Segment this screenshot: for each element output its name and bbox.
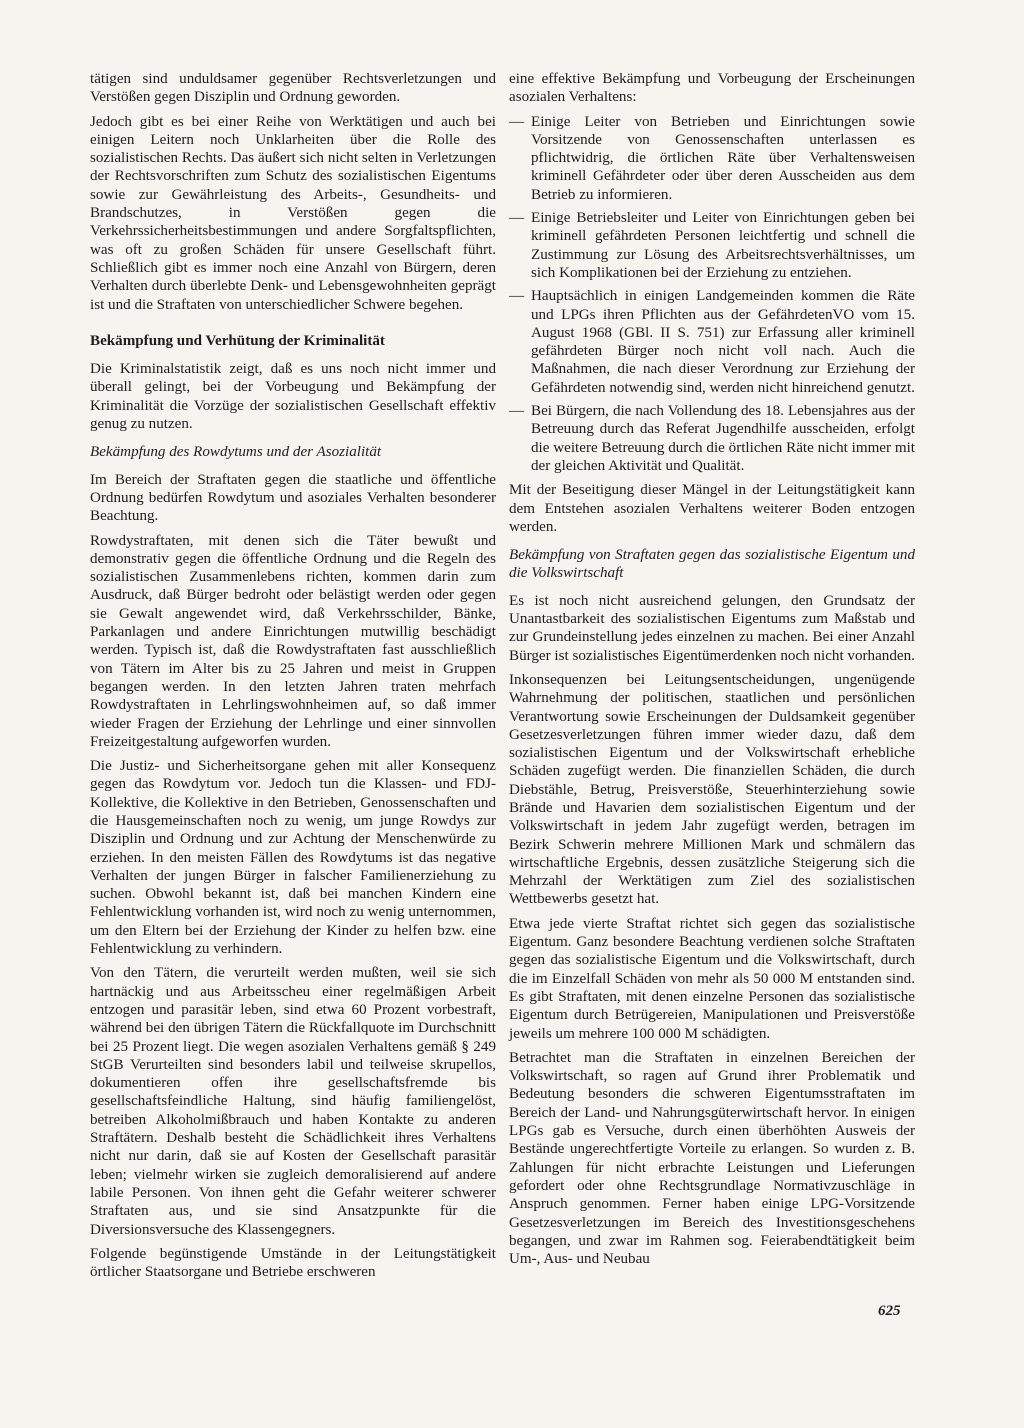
list-item: — Einige Leiter von Betrieben und Einrichtungen sowie Vorsitzende von Genossenschaften unterlassen es pflichtwidrig, die örtlichen Räte über Verhaltensweisen kriminell Gefährdeter oder über deren Ausscheiden aus dem Betrieb zu informieren. bbox=[509, 113, 915, 204]
list-item: — Einige Betriebsleiter und Leiter von Einrichtungen geben bei kriminell gefährdeten Personen leichtfertig und schnell die Zustimmung zur Lösung des Arbeitsrechtsverhältnisses, um sich Komplikationen bei der Erziehung zu entziehen. bbox=[509, 209, 915, 282]
paragraph: Inkonsequenzen bei Leitungsentscheidungen, ungenügende Wahrnehmung der politischen, staatlichen und persönlichen Verantwortung sowie Erscheinungen der Duldsamkeit gegenüber Gesetzesverletzungen führen immer wieder dazu, daß dem sozialistischen Eigentum und der Volkswirtschaft erhebliche Schäden zugefügt werden. Die finanziellen Schäden, die durch Diebstähle, Betrug, Preisverstöße, Steuerhinterziehung sowie Brände und Havarien dem sozialistischen Eigentum und der Volkswirtschaft in jedem Jahr zugefügt werden, betragen im Bezirk Schwerin mehrere Millionen Mark und schmälern das wirtschaftliche Ergebnis, dessen zusätzliche Steigerung sich die Mehrzahl der Werktätigen zum Ziel des sozialistischen Wettbewerbs gesetzt hat. bbox=[509, 671, 915, 908]
page-number: 625 bbox=[878, 1303, 901, 1319]
paragraph: Folgende begünstigende Umstände in der Leitungstätigkeit örtlicher Staatsorgane und Betriebe erschweren bbox=[90, 1245, 496, 1281]
paragraph: Jedoch gibt es bei einer Reihe von Werktätigen und auch bei einigen Leitern noch Unklarheiten über die Rolle des sozialistischen Rechts. Das äußert sich nicht selten in Verletzungen der Rechtsvorschriften zum Schutz des sozialistischen Eigentums sowie zur Gewährleistung des Arbeits-, Gesundheits- und Brandschutzes, in Verstößen gegen die Verkehrssicherheitsbestimmungen und andere Sorgfaltspflichten, was oft zu großen Schäden für unsere Gesellschaft führt. Schließlich gibt es immer noch eine Anzahl von Bürgern, deren Verhalten durch überlebte Denk- und Lebensgewohnheiten geprägt ist und die Straftaten von unterschiedlicher Schwere begehen. bbox=[90, 113, 496, 313]
list-item: — Bei Bürgern, die nach Vollendung des 18. Lebensjahres aus der Betreuung durch das Referat Jugendhilfe ausscheiden, erfolgt die weitere Betreuung durch die örtlichen Räte nicht immer mit der gleichen Aktivität und Qualität. bbox=[509, 402, 915, 475]
paragraph: tätigen sind unduldsamer gegenüber Rechtsverletzungen und Verstößen gegen Disziplin und Ordnung geworden. bbox=[90, 71, 496, 106]
subsection-heading: Bekämpfung des Rowdytums und der Asozialität bbox=[90, 444, 382, 461]
paragraph: Im Bereich der Straftaten gegen die staatliche und öffentliche Ordnung bedürfen Rowdytum und asoziales Verhalten besonderer Beachtung. bbox=[90, 471, 496, 525]
paragraph: Rowdystraftaten, mit denen sich die Täter bewußt und demonstrativ gegen die öffentliche Ordnung und die Regeln des sozialistischen Zusammenlebens richten, kommen darin zum Ausdruck, daß Bürger bedroht oder belästigt werden oder gegen sie Gewalt angewendet wird, daß Verkehrsschilder, Bänke, Parkanlagen und andere Einrichtungen mutwillig beschädigt werden. Typisch ist, daß die Rowdystraftaten fast ausschließlich von Tätern im Alter bis zu 25 Jahren und meist in Gruppen begangen werden. In den letzten Jahren traten mehrfach Rowdystraftaten in Lehrlingswohnheimen auf, so daß immer wieder Fragen der Erziehung der Lehrlinge und einer sinnvollen Freizeitgestaltung aufgeworfen wurden. bbox=[90, 532, 496, 750]
left-column bbox=[90, 70, 496, 1287]
paragraph: Die Kriminalstatistik zeigt, daß es uns noch nicht immer und überall gelingt, bei der Vorbeugung und Bekämpfung der Kriminalität die Vorzüge der sozialistischen Gesellschaft effektiv genug zu nutzen. bbox=[90, 361, 496, 433]
paragraph: eine effektive Bekämpfung und Vorbeugung der Erscheinungen asozialen Verhaltens: bbox=[509, 71, 915, 106]
paragraph: Die Justiz- und Sicherheitsorgane gehen mit aller Konsequenz gegen das Rowdytum vor. Jedoch tun die Klassen- und FDJ-Kollektive, die Kollektive in den Betrieben, Genossenschaften und die Hausgemeinschaften noch zu wenig, um junge Rowdys zur Disziplin und Ordnung und zur Achtung der Menschenwürde zu erziehen. In den meisten Fällen des Rowdytums ist das negative Verhalten der jungen Bürger in falscher Familienerziehung zu suchen. Obwohl bekannt ist, daß bei manchen Kindern eine Fehlentwicklung vorhanden ist, wird noch zu wenig unternommen, um den Eltern bei der Erziehung der Kinder zu helfen bzw. eine Fehlentwicklung zu verhindern. bbox=[90, 758, 496, 958]
right-column bbox=[509, 70, 915, 1274]
paragraph: Es ist noch nicht ausreichend gelungen, den Grundsatz der Unantastbarkeit des sozialistischen Eigentums zum Maßstab und zur Grundeinstellung jedes einzelnen zu machen. Bei einer Anzahl Bürger ist sozialistisches Eigentümerdenken noch nicht vorhanden. bbox=[509, 592, 915, 664]
paragraph: Mit der Beseitigung dieser Mängel in der Leitungstätigkeit kann dem Entstehen asozialen Verhaltens weiterer Boden entzogen werden. bbox=[509, 482, 915, 535]
subsection-heading: Bekämpfung von Straftaten gegen das sozialistische Eigentum und die Volkswirtschaft bbox=[509, 547, 915, 582]
paragraph: Von den Tätern, die verurteilt werden mußten, weil sie sich hartnäckig und aus Arbeitsscheu einer regelmäßigen Arbeit entzogen und parasitär leben, sind etwa 60 Prozent vorbestraft, während bei den übrigen Tätern die Rückfallquote im Durchschnitt bei 25 Prozent liegt. Die wegen asozialen Verhaltens gemäß § 249 StGB Verurteilten sind besonders labil und teilweise skrupellos, dokumentieren offen ihre gesellschaftsfremde bis gesellschaftsfeindliche Haltung, sind häufig familiengelöst, betreiben Alkoholmißbrauch und haben Kontakte zu anderen Straftätern. Deshalb besteht die Schädlichkeit ihres Verhaltens nicht nur darin, daß sie auf Kosten der Gesellschaft parasitär leben; vielmehr wirken sie zugleich demoralisierend auf andere labile Personen. Von ihnen geht die Gefahr weiterer schwerer Straftaten aus, und sie sind Ansatzpunkte für die Diversionsversuche des Klassengegners. bbox=[90, 965, 496, 1238]
dash-list bbox=[509, 113, 915, 476]
list-item: — Hauptsächlich in einigen Landgemeinden kommen die Räte und LPGs ihren Pflichten aus der GefährdetenVO vom 15. August 1968 (GBl. II S. 751) zur Erfassung aller kriminell gefährdeten Bürger noch nicht voll nach. Auch die Maßnahmen, die nach dieser Verordnung zur Erziehung der Gefährdeten notwendig sind, werden nicht hinreichend genutzt. bbox=[509, 287, 915, 397]
paragraph: Betrachtet man die Straftaten in einzelnen Bereichen der Volkswirtschaft, so ragen auf Grund ihrer Problematik und Bedeutung besonders die schweren Eigentumsstraftaten im Bereich der Land- und Nahrungsgüterwirtschaft hervor. In einigen LPGs gab es Versuche, durch einen überhöhten Ausweis der Bestände ungerechtfertigte Vorteile zu erlangen. So wurden z. B. Zahlungen für nicht erbrachte Leistungen und Lieferungen gefordert oder ohne Rechtsgrundlage Normativzuschläge in Anspruch genommen. Ferner haben einige LPG-Vorsitzende Gesetzesverletzungen im Bereich des Investitionsgeschehens begangen, und zwar im Rahmen sog. Feierabendtätigkeit beim Um-, Aus- und Neubau bbox=[509, 1049, 915, 1268]
paragraph: Etwa jede vierte Straftat richtet sich gegen das sozialistische Eigentum. Ganz besondere Beachtung verdienen solche Straftaten gegen das sozialistische Eigentum und die Volkswirtschaft, durch die im Einzelfall Schäden von mehr als 50 000 M entstanden sind. Es gibt Straftaten, mit denen einzelne Personen das sozialistische Eigentum durch Betrügereien, Manipulationen und Preisverstöße jeweils um mehrere 100 000 M schädigten. bbox=[509, 915, 915, 1042]
section-heading: Bekämpfung und Verhütung der Kriminalität bbox=[90, 332, 385, 349]
